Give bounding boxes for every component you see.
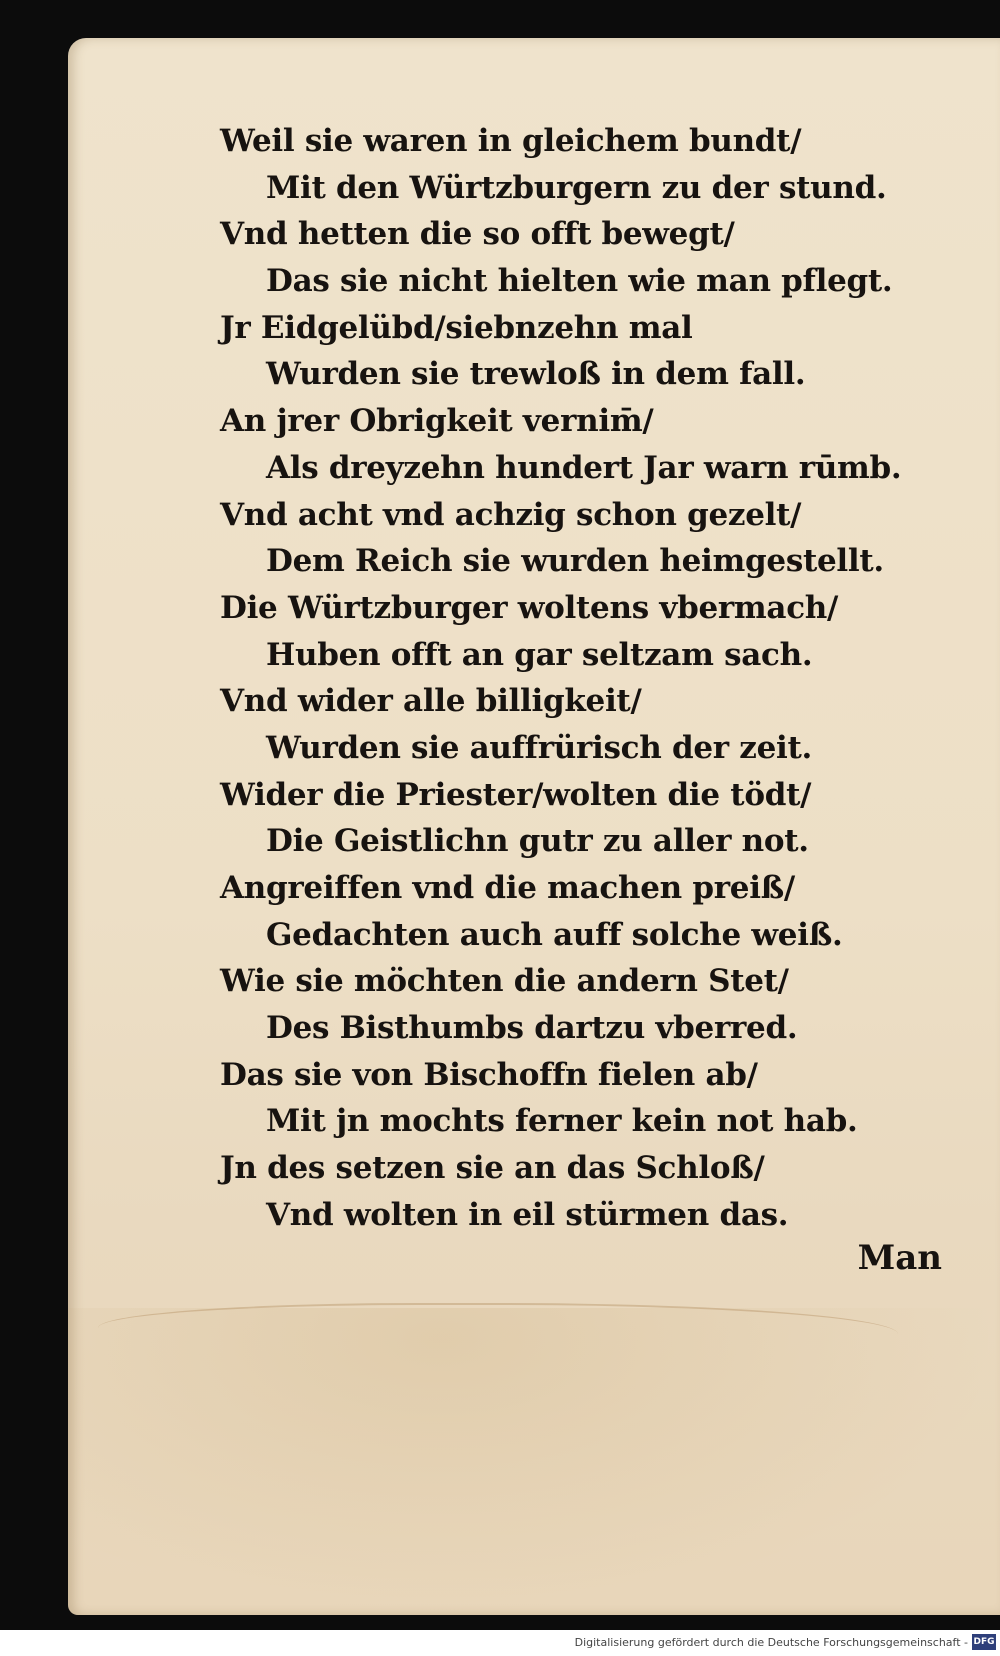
water-stain-edge (98, 1303, 898, 1365)
verse-line: Das sie von Bischoffn fielen ab/ (220, 1056, 758, 1093)
verse-line: Gedachten auch auff solche weiß. (266, 916, 843, 953)
verse-line: Vnd wolten in eil stürmen das. (266, 1196, 789, 1233)
verse-line: Die Würtzburger woltens vbermach/ (220, 589, 839, 626)
verse-line: Huben offt an gar seltzam sach. (266, 636, 813, 673)
verse-line: Vnd acht vnd achzig schon gezelt/ (220, 496, 802, 533)
verse-line: Jn des setzen sie an das Schloß/ (220, 1150, 765, 1187)
footer-credit: Digitalisierung gefördert durch die Deutsche Forschungsgemeinschaft - (574, 1636, 968, 1649)
verse-line: Vnd wider alle billigkeit/ (220, 683, 642, 720)
verse-line: Das sie nicht hielten wie man pflegt. (266, 263, 893, 300)
verse-line: Vnd hetten die so offt bewegt/ (220, 216, 735, 253)
verse-line: Die Geistlichn gutr zu aller not. (266, 823, 809, 860)
verse-line: Als dreyzehn hundert Jar warn rūmb. (266, 449, 902, 486)
verse-line: An jrer Obrigkeit vernim̄/ (220, 403, 654, 440)
verse-line: Mit jn mochts ferner kein not hab. (266, 1103, 858, 1140)
verse-line: Wie sie möchten die andern Stet/ (220, 963, 789, 1000)
verse-line: Weil sie waren in gleichem bundt/ (220, 123, 802, 159)
dfg-logo: DFG (972, 1634, 996, 1650)
verse-line: Dem Reich sie wurden heimgestellt. (266, 543, 884, 580)
catchword: Man (857, 1238, 942, 1278)
verse-text (220, 118, 960, 1239)
verse-line: Mit den Würtzburgern zu der stund. (266, 169, 887, 206)
verse-line: Wider die Priester/wolten die tödt/ (220, 776, 812, 813)
verse-line: Angreiffen vnd die machen preiß/ (220, 870, 795, 906)
verse-line: Wurden sie auffrürisch der zeit. (266, 729, 812, 766)
verse-line: Jr Eidgelübd/siebnzehn mal (220, 309, 693, 346)
footer (0, 1630, 1000, 1656)
verse-line: Wurden sie trewloß in dem fall. (266, 356, 806, 393)
verse-line: Des Bisthumbs dartzu vberred. (266, 1010, 798, 1047)
